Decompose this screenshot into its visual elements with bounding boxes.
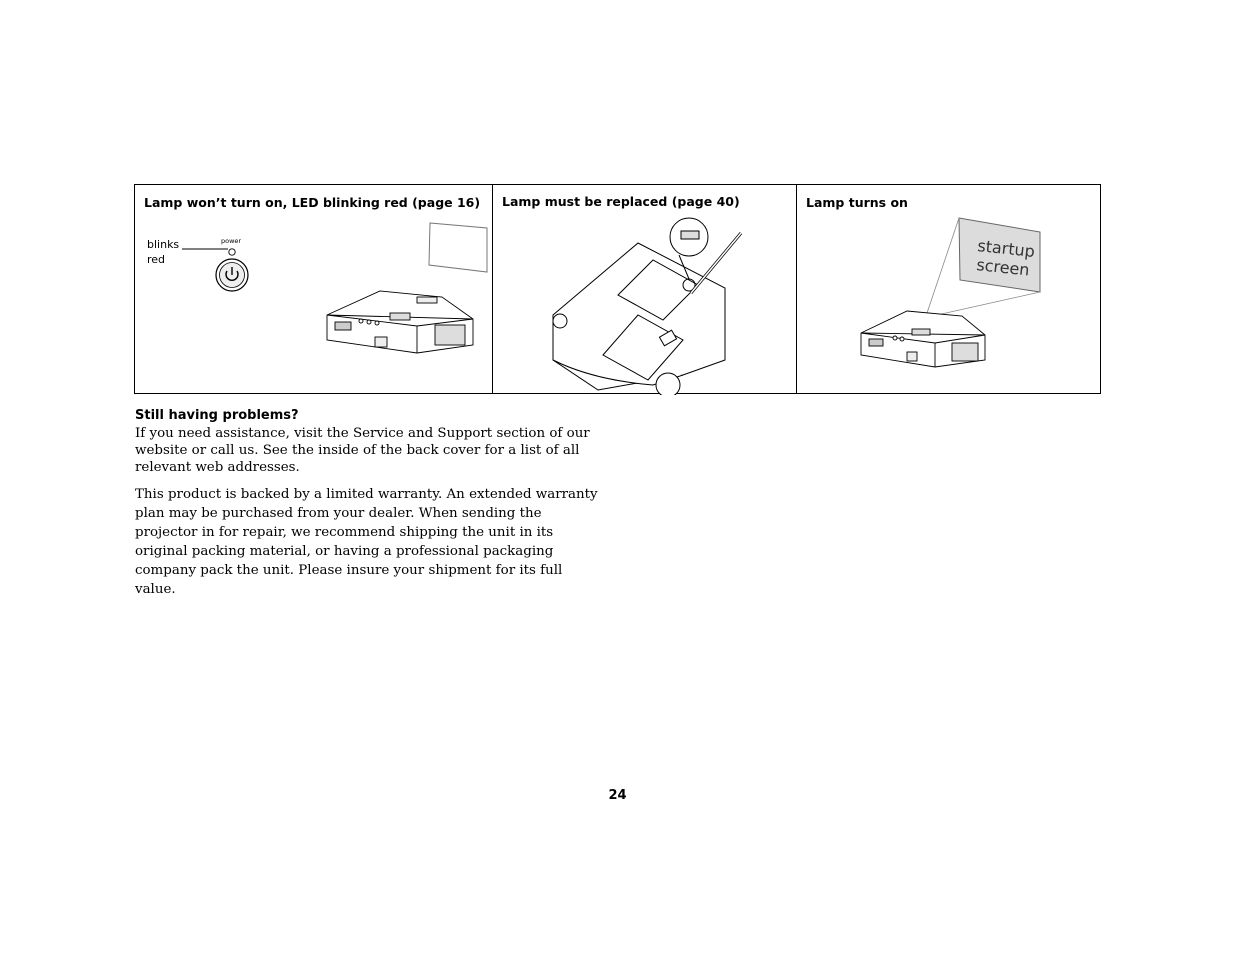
cell-lamp-turns-on xyxy=(796,185,1100,393)
troubleshooting-figure-table xyxy=(134,184,1101,394)
screen-text-line1: startup xyxy=(976,236,1036,261)
cell-title: Lamp turns on xyxy=(806,195,908,210)
startup-screen-illustration xyxy=(797,185,1102,395)
lamp-door-illustration xyxy=(493,185,797,395)
power-led-icon xyxy=(229,249,235,255)
blank-screen-icon xyxy=(429,223,487,272)
cell-title: Lamp won’t turn on, LED blinking red (page 16) xyxy=(144,195,481,210)
page-number: 24 xyxy=(608,788,627,803)
cell-title: Lamp must be replaced (page 40) xyxy=(502,194,740,209)
warranty-paragraph: This product is backed by a limited warranty. An extended warranty plan may be purchased from your dealer. When sending the projector in for repair, we recommend shipping the unit in its original packing material, or having a professional packaging company pack the unit. Please insure your shipment for its full value. xyxy=(135,487,598,597)
section-heading: Still having problems? xyxy=(135,408,299,423)
projector-icon xyxy=(327,291,473,353)
projector-icon xyxy=(861,311,985,367)
screen-text-line2: screen xyxy=(975,255,1031,280)
support-paragraph: If you need assistance, visit the Service and Support section of our website or call us. See the inside of the back cover for a list of all relevant web addresses. xyxy=(135,426,590,475)
still-having-problems-section xyxy=(135,408,605,608)
power-label: power xyxy=(221,237,242,245)
cell-lamp-wont-turn-on xyxy=(135,185,492,393)
projector-led-illustration xyxy=(135,185,492,395)
cell-lamp-must-be-replaced xyxy=(492,185,796,393)
blinks-red-callout: blinks red xyxy=(147,238,180,266)
